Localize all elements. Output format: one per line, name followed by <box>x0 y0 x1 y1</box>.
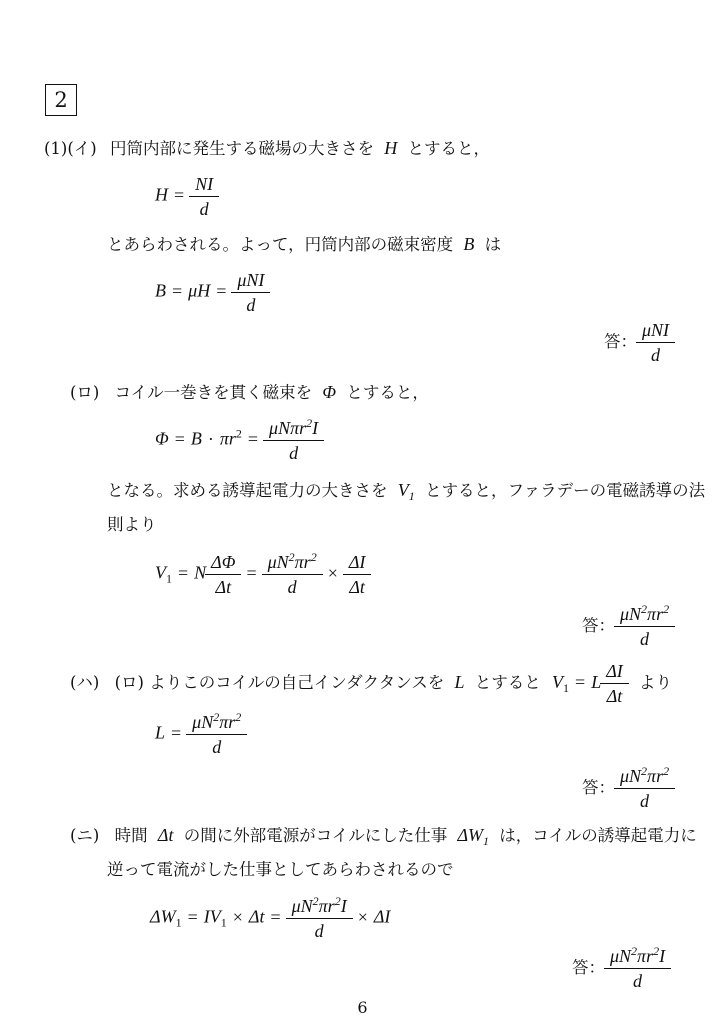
p3-frac-dI-dt <box>603 661 626 706</box>
p4-var-dt: Δt <box>157 825 174 845</box>
paragraph-2-line-1 <box>70 382 429 403</box>
eq-V: V <box>155 562 166 583</box>
eq-W1 <box>150 896 390 941</box>
sub-1: 1 <box>220 915 227 930</box>
frac-num: NI <box>195 174 214 194</box>
num-pir: πr <box>290 418 307 438</box>
num-pir: πr <box>647 766 664 786</box>
num-pir: πr <box>637 946 654 966</box>
num-muN: μN <box>620 766 642 786</box>
frac-den: d <box>263 440 324 463</box>
p4-text3: は，コイルの誘導起電力に <box>499 826 697 845</box>
p3-text3: より <box>639 673 673 692</box>
eq-sign: = <box>575 672 586 692</box>
sup-2: 2 <box>288 550 295 564</box>
sup-2: 2 <box>235 710 242 724</box>
eq-sign: = <box>174 184 185 205</box>
frac-muNI-d <box>234 270 267 315</box>
cdot: · <box>207 428 214 449</box>
sup-2: 2 <box>310 550 317 564</box>
p2-text2: とすると， <box>346 383 429 402</box>
num-muN: μN <box>291 896 313 916</box>
sup-2: 2 <box>641 602 648 616</box>
section-number-box <box>45 84 77 116</box>
frac-dI-dt <box>346 552 369 597</box>
frac-den: Δt <box>205 574 241 597</box>
num-I: I <box>659 946 666 966</box>
eq-sign: = <box>178 562 189 583</box>
p3-sub-1: 1 <box>563 681 570 695</box>
eq-sign: = <box>187 906 198 927</box>
frac-den: d <box>231 292 270 315</box>
eq-dW: ΔW <box>150 906 176 927</box>
eq-sign: = <box>246 562 257 583</box>
eq-IV: IV <box>203 906 221 927</box>
label-ha: (ハ) <box>70 673 100 692</box>
answer-frac <box>639 320 672 365</box>
frac-den: Δt <box>343 574 372 597</box>
p4-text2: の間に外部電源がコイルにした仕事 <box>183 826 448 845</box>
eq-B: B <box>190 428 202 449</box>
eq-Phi <box>155 418 323 463</box>
sup-2: 2 <box>312 894 319 908</box>
p3-var-L: L <box>454 672 465 692</box>
frac-dphi-dt <box>208 552 238 597</box>
eq-sign: = <box>174 428 185 449</box>
paragraph-4-line-1 <box>70 825 697 846</box>
frac-den: d <box>189 196 219 219</box>
frac-num: μNI <box>642 320 670 340</box>
eq-Phi-lhs: Φ <box>155 428 169 449</box>
frac-den: d <box>286 918 353 941</box>
frac-num: ΔΦ <box>211 552 236 572</box>
num-muN: μN <box>267 552 289 572</box>
sub-1: 1 <box>166 571 172 586</box>
frac-phi <box>266 418 321 463</box>
p3-L: L <box>591 672 602 692</box>
eq-dI: ΔI <box>373 906 391 927</box>
section-number: 2 <box>54 88 68 112</box>
frac-num: ΔI <box>348 552 366 572</box>
eq-B <box>155 270 269 315</box>
answer-label: 答： <box>582 778 615 797</box>
p2-text1: コイル一巻きを貫く磁束を <box>114 383 313 402</box>
answer-frac <box>617 766 672 811</box>
eq-H-lhs: H <box>155 184 168 205</box>
p1-text2: とすると， <box>407 139 490 158</box>
eq-sign: = <box>270 906 281 927</box>
p4-text1: 時間 <box>114 826 148 845</box>
eq-muH: μH <box>188 280 211 301</box>
p2-sub-1: 1 <box>408 489 415 503</box>
sup-2: 2 <box>663 764 670 778</box>
frac-W1 <box>289 896 350 941</box>
p2-var-V: V <box>397 480 409 500</box>
times: × <box>357 906 368 927</box>
p1-var-H: H <box>384 138 398 158</box>
p3-text1: (ロ) よりこのコイルの自己インダクタンスを <box>114 673 445 692</box>
frac-num: ΔI <box>606 661 623 682</box>
frac-NI-d <box>192 174 216 219</box>
sup-2: 2 <box>213 710 220 724</box>
num-I: I <box>340 896 347 916</box>
p3-text2: とすると <box>474 673 541 692</box>
eq-sign: = <box>172 280 183 301</box>
num-muN: μN <box>192 712 214 732</box>
paragraph-2-line-2 <box>107 480 705 501</box>
p2-text3: となる。求める誘導起電力の大きさを <box>107 481 388 500</box>
p1-var-B: B <box>463 234 475 254</box>
paragraph-2-line-3 <box>107 515 157 535</box>
eq-B-lhs: B <box>155 280 166 301</box>
p2-var-Phi: Φ <box>322 382 337 402</box>
label-ni: (ニ) <box>70 826 100 845</box>
eq-L <box>155 712 246 757</box>
frac-den: Δt <box>600 683 629 706</box>
paragraph-3-line-1 <box>70 660 672 706</box>
num-pir: πr <box>219 712 236 732</box>
label-1-i: (1)(イ) <box>44 139 97 158</box>
sub-1: 1 <box>175 915 182 930</box>
eq-N: N <box>194 562 207 583</box>
eq-dt: Δt <box>248 906 265 927</box>
eq-sign: = <box>247 428 259 449</box>
frac-den: d <box>614 788 675 811</box>
paragraph-1-line-1 <box>44 138 490 159</box>
num-pir: πr <box>294 552 311 572</box>
p3-V: V <box>552 672 564 692</box>
p2-text4: とすると，ファラデーの電磁誘導の法 <box>425 481 706 500</box>
frac-num: μNI <box>237 270 265 290</box>
frac-L <box>189 712 244 757</box>
p4-sub-1: 1 <box>483 834 490 848</box>
eq-sign: = <box>216 280 227 301</box>
num-muN: μN <box>610 946 632 966</box>
sup-2: 2 <box>663 602 670 616</box>
eq-pir: πr <box>219 428 236 449</box>
sup-2: 2 <box>653 944 660 958</box>
answer-label: 答： <box>572 958 605 977</box>
times: × <box>232 906 243 927</box>
eq-H <box>155 174 218 219</box>
num-pir: πr <box>647 604 664 624</box>
frac-den: d <box>186 734 247 757</box>
eq-L-lhs: L <box>155 722 166 743</box>
answer-frac <box>617 604 672 649</box>
p1-text3: とあらわされる。よって，円筒内部の磁束密度 <box>107 235 454 254</box>
eq-V1 <box>155 552 370 597</box>
paragraph-1-line-2 <box>107 234 501 255</box>
sup-2: 2 <box>631 944 638 958</box>
times: × <box>327 562 338 583</box>
p1-text1: 円筒内部に発生する磁場の大きさを <box>110 139 374 158</box>
page-number: 6 <box>357 998 368 1017</box>
answer-frac <box>607 946 668 991</box>
label-ro: (ロ) <box>70 383 100 402</box>
sup-2: 2 <box>334 894 341 908</box>
paragraph-4-line-2 <box>107 860 454 880</box>
sup-2: 2 <box>306 416 313 430</box>
frac-den: d <box>262 574 323 597</box>
answer-3 <box>582 766 674 811</box>
num-pir: πr <box>318 896 335 916</box>
frac-V1 <box>265 552 320 597</box>
sup-2: 2 <box>235 426 242 441</box>
num-I: I <box>312 418 319 438</box>
p1-text4: は <box>484 235 502 254</box>
p4-var-dW: ΔW <box>457 825 484 845</box>
eq-sign: = <box>171 722 182 743</box>
p4-text4: 逆って電流がした仕事としてあらわされるので <box>107 860 454 879</box>
frac-den: d <box>636 342 675 365</box>
answer-1 <box>604 320 674 365</box>
answer-label: 答： <box>604 332 637 351</box>
num-muN: μN <box>620 604 642 624</box>
frac-den: d <box>604 968 671 991</box>
frac-den: d <box>614 626 675 649</box>
p2-text5: 則より <box>107 515 157 534</box>
num-muN: μN <box>269 418 291 438</box>
answer-2 <box>582 604 674 649</box>
answer-4 <box>572 946 670 991</box>
sup-2: 2 <box>641 764 648 778</box>
answer-label: 答： <box>582 616 615 635</box>
